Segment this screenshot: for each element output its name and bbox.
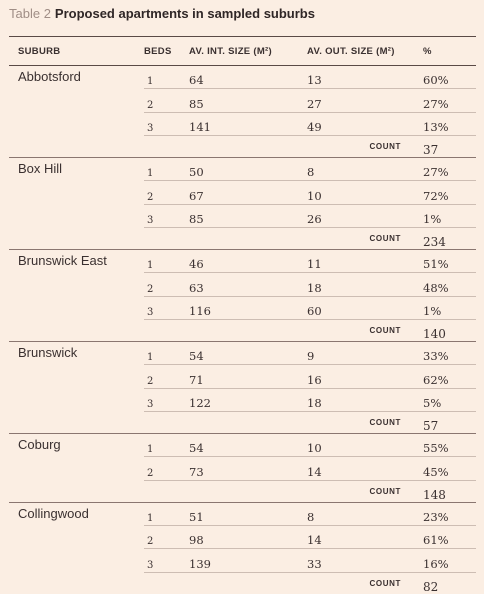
int-size-cell: 71 (189, 365, 307, 389)
percent-cell: 45% (423, 457, 476, 481)
count-value: 37 (423, 136, 476, 158)
int-size-cell: 73 (189, 457, 307, 481)
suburb-name: Brunswick East (18, 253, 107, 268)
int-size-cell: 63 (189, 273, 307, 297)
beds-cell: 2 (144, 457, 189, 481)
out-size-cell: 49 (307, 112, 423, 136)
table-caption (9, 5, 315, 23)
count-label: COUNT (369, 578, 401, 588)
percent-cell: 5% (423, 388, 476, 412)
beds-cell: 3 (144, 388, 189, 412)
out-size-cell: 14 (307, 525, 423, 549)
int-size-cell: 85 (189, 89, 307, 113)
out-size-cell: 26 (307, 204, 423, 228)
out-size-cell: 8 (307, 502, 423, 525)
percent-cell: 27% (423, 89, 476, 113)
percent-cell: 48% (423, 273, 476, 297)
out-size-cell: 13 (307, 66, 423, 89)
suburb-name: Brunswick (18, 345, 78, 360)
out-size-cell: 8 (307, 158, 423, 181)
suburb-name: Box Hill (18, 161, 63, 176)
beds-cell: 1 (144, 502, 189, 525)
count-spacer (9, 480, 307, 502)
out-size-cell: 18 (307, 388, 423, 412)
percent-cell: 23% (423, 502, 476, 525)
int-size-cell: 139 (189, 549, 307, 573)
table-row (9, 502, 476, 525)
beds-cell: 3 (144, 112, 189, 136)
beds-cell: 2 (144, 525, 189, 549)
percent-cell: 1% (423, 204, 476, 228)
header-percent: % (423, 37, 476, 66)
count-spacer (9, 136, 307, 158)
count-value: 140 (423, 320, 476, 342)
count-value: 82 (423, 579, 439, 594)
beds-cell: 2 (144, 181, 189, 205)
beds-cell: 1 (144, 342, 189, 365)
beds-cell: 2 (144, 273, 189, 297)
table-row (9, 66, 476, 89)
int-size-cell: 46 (189, 250, 307, 273)
percent-cell: 33% (423, 342, 476, 365)
header-suburb: SUBURB (9, 37, 144, 66)
int-size-cell: 116 (189, 296, 307, 320)
beds-cell: 3 (144, 296, 189, 320)
percent-cell: 55% (423, 434, 476, 457)
count-label: COUNT (307, 320, 423, 342)
count-row (9, 320, 476, 342)
percent-cell: 13% (423, 112, 476, 136)
out-size-cell: 27 (307, 89, 423, 113)
count-spacer (9, 412, 307, 434)
table-number: Table 2 (9, 6, 51, 21)
int-size-cell: 67 (189, 181, 307, 205)
header-row (9, 37, 476, 66)
out-size-cell: 14 (307, 457, 423, 481)
header-int-size: AV. INT. SIZE (M²) (189, 37, 307, 66)
table-row (9, 158, 476, 181)
int-size-cell: 54 (189, 434, 307, 457)
beds-cell: 1 (144, 158, 189, 181)
count-row (9, 572, 476, 594)
count-spacer (9, 572, 307, 594)
out-size-cell: 16 (307, 365, 423, 389)
int-size-cell: 85 (189, 204, 307, 228)
suburb-name: Collingwood (18, 505, 89, 521)
out-size-cell: 10 (307, 434, 423, 457)
header-beds: BEDS (144, 37, 189, 66)
beds-cell: 1 (144, 66, 189, 89)
int-size-cell: 51 (189, 502, 307, 525)
percent-cell: 60% (423, 66, 476, 89)
header-out-size: AV. OUT. SIZE (M²) (307, 37, 423, 66)
percent-cell: 61% (423, 525, 476, 549)
out-size-cell: 11 (307, 250, 423, 273)
suburb-name: Coburg (18, 437, 61, 452)
percent-cell: 27% (423, 158, 476, 181)
beds-cell: 3 (144, 204, 189, 228)
table-title: Proposed apartments in sampled suburbs (54, 6, 315, 21)
percent-cell: 72% (423, 181, 476, 205)
count-label: COUNT (307, 480, 423, 502)
table-body (9, 66, 476, 594)
beds-cell: 2 (144, 365, 189, 389)
table-row (9, 250, 476, 273)
out-size-cell: 18 (307, 273, 423, 297)
int-size-cell: 141 (189, 112, 307, 136)
apartments-table (9, 36, 476, 594)
percent-cell: 16% (423, 549, 476, 573)
int-size-cell: 54 (189, 342, 307, 365)
percent-cell: 62% (423, 365, 476, 389)
percent-cell: 1% (423, 296, 476, 320)
count-row (9, 228, 476, 250)
int-size-cell: 98 (189, 525, 307, 549)
count-row (9, 136, 476, 158)
count-value: 234 (423, 228, 476, 250)
count-row (9, 480, 476, 502)
percent-cell: 51% (423, 250, 476, 273)
count-label: COUNT (307, 412, 423, 434)
int-size-cell: 50 (189, 158, 307, 181)
count-row (9, 412, 476, 434)
int-size-cell: 122 (189, 388, 307, 412)
count-spacer (9, 320, 307, 342)
table-row (9, 342, 476, 365)
beds-cell: 2 (144, 89, 189, 113)
out-size-cell: 60 (307, 296, 423, 320)
suburb-name: Abbotsford (18, 69, 81, 84)
out-size-cell: 33 (307, 549, 423, 573)
out-size-cell: 9 (307, 342, 423, 365)
beds-cell: 1 (144, 250, 189, 273)
beds-cell: 1 (144, 434, 189, 457)
beds-cell: 3 (144, 549, 189, 573)
table-row (9, 434, 476, 457)
count-label: COUNT (307, 228, 423, 250)
count-label: COUNT (307, 136, 423, 158)
out-size-cell: 10 (307, 181, 423, 205)
int-size-cell: 64 (189, 66, 307, 89)
count-spacer (9, 228, 307, 250)
count-value: 57 (423, 412, 476, 434)
count-value: 148 (423, 480, 476, 502)
